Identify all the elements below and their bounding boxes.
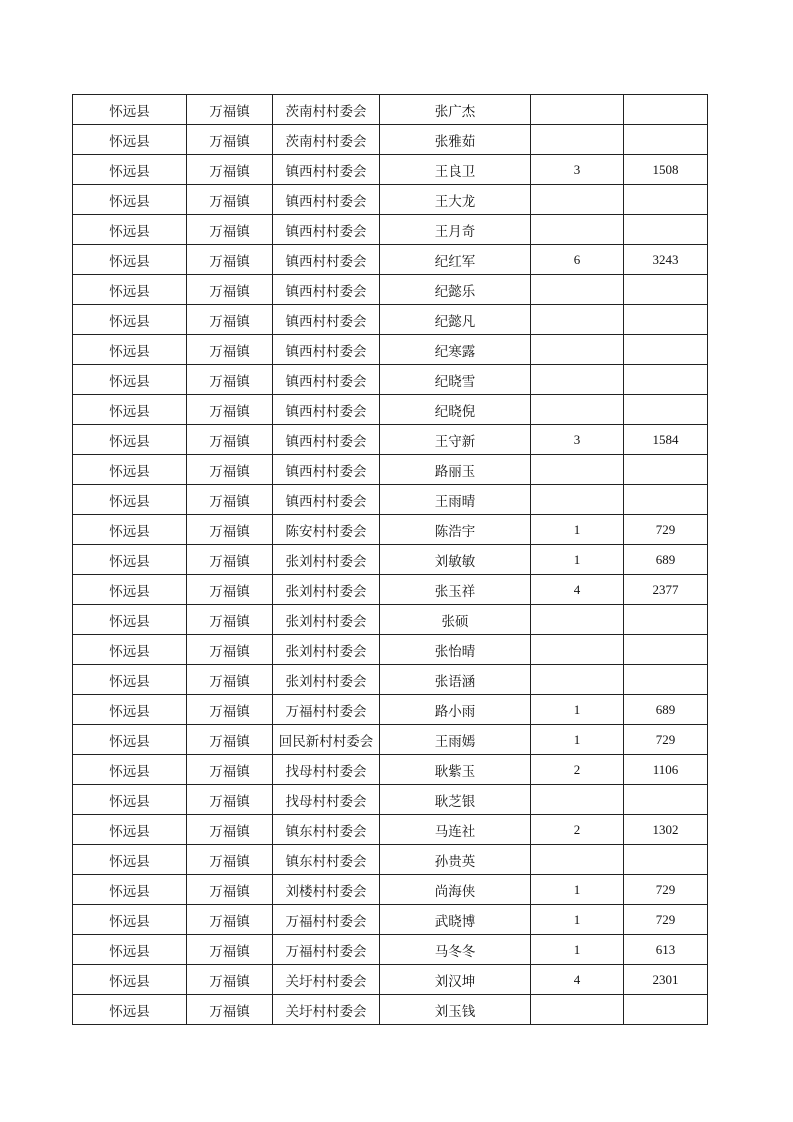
count-cell: 4 [531, 575, 624, 605]
amount-cell [624, 125, 708, 155]
amount-cell: 729 [624, 875, 708, 905]
village-cell: 万福村村委会 [273, 695, 380, 725]
county-cell: 怀远县 [73, 335, 187, 365]
amount-cell [624, 665, 708, 695]
county-cell: 怀远县 [73, 395, 187, 425]
town-cell: 万福镇 [187, 965, 273, 995]
town-cell: 万福镇 [187, 185, 273, 215]
count-cell [531, 215, 624, 245]
county-cell: 怀远县 [73, 695, 187, 725]
name-cell: 王大龙 [380, 185, 531, 215]
town-cell: 万福镇 [187, 305, 273, 335]
table-row [73, 155, 708, 185]
table-row [73, 275, 708, 305]
table-row [73, 305, 708, 335]
name-cell: 马冬冬 [380, 935, 531, 965]
name-cell: 纪晓倪 [380, 395, 531, 425]
village-cell: 刘楼村村委会 [273, 875, 380, 905]
name-cell: 张语涵 [380, 665, 531, 695]
count-cell [531, 845, 624, 875]
table-row [73, 125, 708, 155]
village-cell: 万福村村委会 [273, 935, 380, 965]
table-row [73, 485, 708, 515]
table-row [73, 605, 708, 635]
count-cell: 1 [531, 725, 624, 755]
name-cell: 张广杰 [380, 95, 531, 125]
village-cell: 镇西村村委会 [273, 425, 380, 455]
county-cell: 怀远县 [73, 545, 187, 575]
county-cell: 怀远县 [73, 485, 187, 515]
amount-cell [624, 365, 708, 395]
table-row [73, 425, 708, 455]
amount-cell: 689 [624, 545, 708, 575]
table-row [73, 965, 708, 995]
name-cell: 刘敏敏 [380, 545, 531, 575]
table-row [73, 665, 708, 695]
table-row [73, 905, 708, 935]
table-row [73, 545, 708, 575]
amount-cell: 1302 [624, 815, 708, 845]
town-cell: 万福镇 [187, 455, 273, 485]
town-cell: 万福镇 [187, 695, 273, 725]
table-row [73, 185, 708, 215]
count-cell: 3 [531, 425, 624, 455]
town-cell: 万福镇 [187, 245, 273, 275]
county-cell: 怀远县 [73, 185, 187, 215]
amount-cell [624, 305, 708, 335]
county-cell: 怀远县 [73, 785, 187, 815]
village-cell: 回民新村村委会 [273, 725, 380, 755]
count-cell: 6 [531, 245, 624, 275]
table-row [73, 455, 708, 485]
county-cell: 怀远县 [73, 275, 187, 305]
county-cell: 怀远县 [73, 815, 187, 845]
table-row [73, 215, 708, 245]
table-row [73, 755, 708, 785]
count-cell: 4 [531, 965, 624, 995]
town-cell: 万福镇 [187, 875, 273, 905]
village-cell: 镇西村村委会 [273, 245, 380, 275]
village-cell: 找母村村委会 [273, 755, 380, 785]
name-cell: 纪寒露 [380, 335, 531, 365]
village-cell: 关圩村村委会 [273, 995, 380, 1025]
amount-cell [624, 785, 708, 815]
village-cell: 茨南村村委会 [273, 95, 380, 125]
village-cell: 镇东村村委会 [273, 845, 380, 875]
amount-cell [624, 215, 708, 245]
county-cell: 怀远县 [73, 875, 187, 905]
county-cell: 怀远县 [73, 935, 187, 965]
town-cell: 万福镇 [187, 125, 273, 155]
amount-cell: 1508 [624, 155, 708, 185]
table-row [73, 575, 708, 605]
county-cell: 怀远县 [73, 995, 187, 1025]
name-cell: 张怡晴 [380, 635, 531, 665]
table-row [73, 875, 708, 905]
town-cell: 万福镇 [187, 95, 273, 125]
table-row [73, 395, 708, 425]
name-cell: 王良卫 [380, 155, 531, 185]
table-row [73, 245, 708, 275]
village-cell: 找母村村委会 [273, 785, 380, 815]
amount-cell [624, 275, 708, 305]
county-cell: 怀远县 [73, 515, 187, 545]
amount-cell: 729 [624, 905, 708, 935]
table-row [73, 335, 708, 365]
amount-cell [624, 95, 708, 125]
town-cell: 万福镇 [187, 785, 273, 815]
village-cell: 镇西村村委会 [273, 155, 380, 185]
table-row [73, 995, 708, 1025]
amount-cell: 729 [624, 515, 708, 545]
amount-cell [624, 845, 708, 875]
town-cell: 万福镇 [187, 725, 273, 755]
name-cell: 张雅茹 [380, 125, 531, 155]
count-cell [531, 185, 624, 215]
count-cell: 3 [531, 155, 624, 185]
count-cell [531, 635, 624, 665]
town-cell: 万福镇 [187, 635, 273, 665]
name-cell: 纪晓雪 [380, 365, 531, 395]
count-cell: 1 [531, 935, 624, 965]
roster-table-body [73, 95, 708, 1025]
village-cell: 镇西村村委会 [273, 185, 380, 215]
county-cell: 怀远县 [73, 605, 187, 635]
town-cell: 万福镇 [187, 215, 273, 245]
amount-cell: 3243 [624, 245, 708, 275]
amount-cell [624, 485, 708, 515]
town-cell: 万福镇 [187, 905, 273, 935]
amount-cell [624, 185, 708, 215]
county-cell: 怀远县 [73, 365, 187, 395]
table-row [73, 785, 708, 815]
count-cell: 2 [531, 755, 624, 785]
count-cell: 2 [531, 815, 624, 845]
count-cell [531, 275, 624, 305]
county-cell: 怀远县 [73, 455, 187, 485]
table-row [73, 845, 708, 875]
name-cell: 纪红军 [380, 245, 531, 275]
name-cell: 刘玉钱 [380, 995, 531, 1025]
village-cell: 张刘村村委会 [273, 635, 380, 665]
count-cell [531, 995, 624, 1025]
name-cell: 王守新 [380, 425, 531, 455]
amount-cell [624, 455, 708, 485]
name-cell: 纪懿凡 [380, 305, 531, 335]
village-cell: 镇西村村委会 [273, 485, 380, 515]
name-cell: 张硕 [380, 605, 531, 635]
amount-cell: 1106 [624, 755, 708, 785]
village-cell: 张刘村村委会 [273, 545, 380, 575]
town-cell: 万福镇 [187, 935, 273, 965]
name-cell: 陈浩宇 [380, 515, 531, 545]
village-cell: 镇西村村委会 [273, 305, 380, 335]
county-cell: 怀远县 [73, 305, 187, 335]
village-cell: 张刘村村委会 [273, 665, 380, 695]
name-cell: 王雨嫣 [380, 725, 531, 755]
count-cell [531, 125, 624, 155]
village-cell: 镇西村村委会 [273, 395, 380, 425]
county-cell: 怀远县 [73, 905, 187, 935]
count-cell: 1 [531, 875, 624, 905]
count-cell [531, 785, 624, 815]
county-cell: 怀远县 [73, 425, 187, 455]
count-cell [531, 395, 624, 425]
county-cell: 怀远县 [73, 845, 187, 875]
county-cell: 怀远县 [73, 245, 187, 275]
name-cell: 尚海侠 [380, 875, 531, 905]
name-cell: 路小雨 [380, 695, 531, 725]
amount-cell: 689 [624, 695, 708, 725]
county-cell: 怀远县 [73, 155, 187, 185]
count-cell [531, 485, 624, 515]
village-cell: 万福村村委会 [273, 905, 380, 935]
table-row [73, 935, 708, 965]
village-cell: 茨南村村委会 [273, 125, 380, 155]
town-cell: 万福镇 [187, 155, 273, 185]
county-cell: 怀远县 [73, 635, 187, 665]
village-cell: 张刘村村委会 [273, 575, 380, 605]
town-cell: 万福镇 [187, 755, 273, 785]
name-cell: 张玉祥 [380, 575, 531, 605]
count-cell [531, 305, 624, 335]
count-cell: 1 [531, 515, 624, 545]
name-cell: 孙贵英 [380, 845, 531, 875]
village-cell: 镇东村村委会 [273, 815, 380, 845]
town-cell: 万福镇 [187, 395, 273, 425]
table-row [73, 95, 708, 125]
county-cell: 怀远县 [73, 755, 187, 785]
amount-cell [624, 335, 708, 365]
county-cell: 怀远县 [73, 575, 187, 605]
name-cell: 王月奇 [380, 215, 531, 245]
name-cell: 耿芝银 [380, 785, 531, 815]
town-cell: 万福镇 [187, 605, 273, 635]
table-row [73, 815, 708, 845]
count-cell [531, 665, 624, 695]
town-cell: 万福镇 [187, 575, 273, 605]
name-cell: 路丽玉 [380, 455, 531, 485]
amount-cell: 729 [624, 725, 708, 755]
village-cell: 镇西村村委会 [273, 455, 380, 485]
table-row [73, 365, 708, 395]
village-cell: 张刘村村委会 [273, 605, 380, 635]
town-cell: 万福镇 [187, 995, 273, 1025]
town-cell: 万福镇 [187, 365, 273, 395]
village-cell: 镇西村村委会 [273, 275, 380, 305]
name-cell: 耿紫玉 [380, 755, 531, 785]
count-cell: 1 [531, 905, 624, 935]
town-cell: 万福镇 [187, 665, 273, 695]
village-cell: 镇西村村委会 [273, 365, 380, 395]
count-cell [531, 365, 624, 395]
county-cell: 怀远县 [73, 965, 187, 995]
table-row [73, 515, 708, 545]
town-cell: 万福镇 [187, 485, 273, 515]
town-cell: 万福镇 [187, 545, 273, 575]
amount-cell [624, 995, 708, 1025]
county-cell: 怀远县 [73, 125, 187, 155]
town-cell: 万福镇 [187, 515, 273, 545]
name-cell: 王雨晴 [380, 485, 531, 515]
county-cell: 怀远县 [73, 665, 187, 695]
amount-cell [624, 395, 708, 425]
town-cell: 万福镇 [187, 845, 273, 875]
count-cell: 1 [531, 545, 624, 575]
amount-cell: 613 [624, 935, 708, 965]
county-cell: 怀远县 [73, 725, 187, 755]
village-cell: 镇西村村委会 [273, 335, 380, 365]
amount-cell: 2377 [624, 575, 708, 605]
name-cell: 马连社 [380, 815, 531, 845]
amount-cell: 1584 [624, 425, 708, 455]
count-cell [531, 605, 624, 635]
town-cell: 万福镇 [187, 335, 273, 365]
village-cell: 陈安村村委会 [273, 515, 380, 545]
table-row [73, 725, 708, 755]
name-cell: 纪懿乐 [380, 275, 531, 305]
count-cell [531, 95, 624, 125]
amount-cell: 2301 [624, 965, 708, 995]
county-cell: 怀远县 [73, 215, 187, 245]
count-cell [531, 335, 624, 365]
village-cell: 镇西村村委会 [273, 215, 380, 245]
table-row [73, 635, 708, 665]
amount-cell [624, 635, 708, 665]
town-cell: 万福镇 [187, 425, 273, 455]
amount-cell [624, 605, 708, 635]
count-cell [531, 455, 624, 485]
town-cell: 万福镇 [187, 275, 273, 305]
table-row [73, 695, 708, 725]
count-cell: 1 [531, 695, 624, 725]
roster-table [72, 94, 708, 1025]
town-cell: 万福镇 [187, 815, 273, 845]
name-cell: 武晓博 [380, 905, 531, 935]
name-cell: 刘汉坤 [380, 965, 531, 995]
village-cell: 关圩村村委会 [273, 965, 380, 995]
county-cell: 怀远县 [73, 95, 187, 125]
